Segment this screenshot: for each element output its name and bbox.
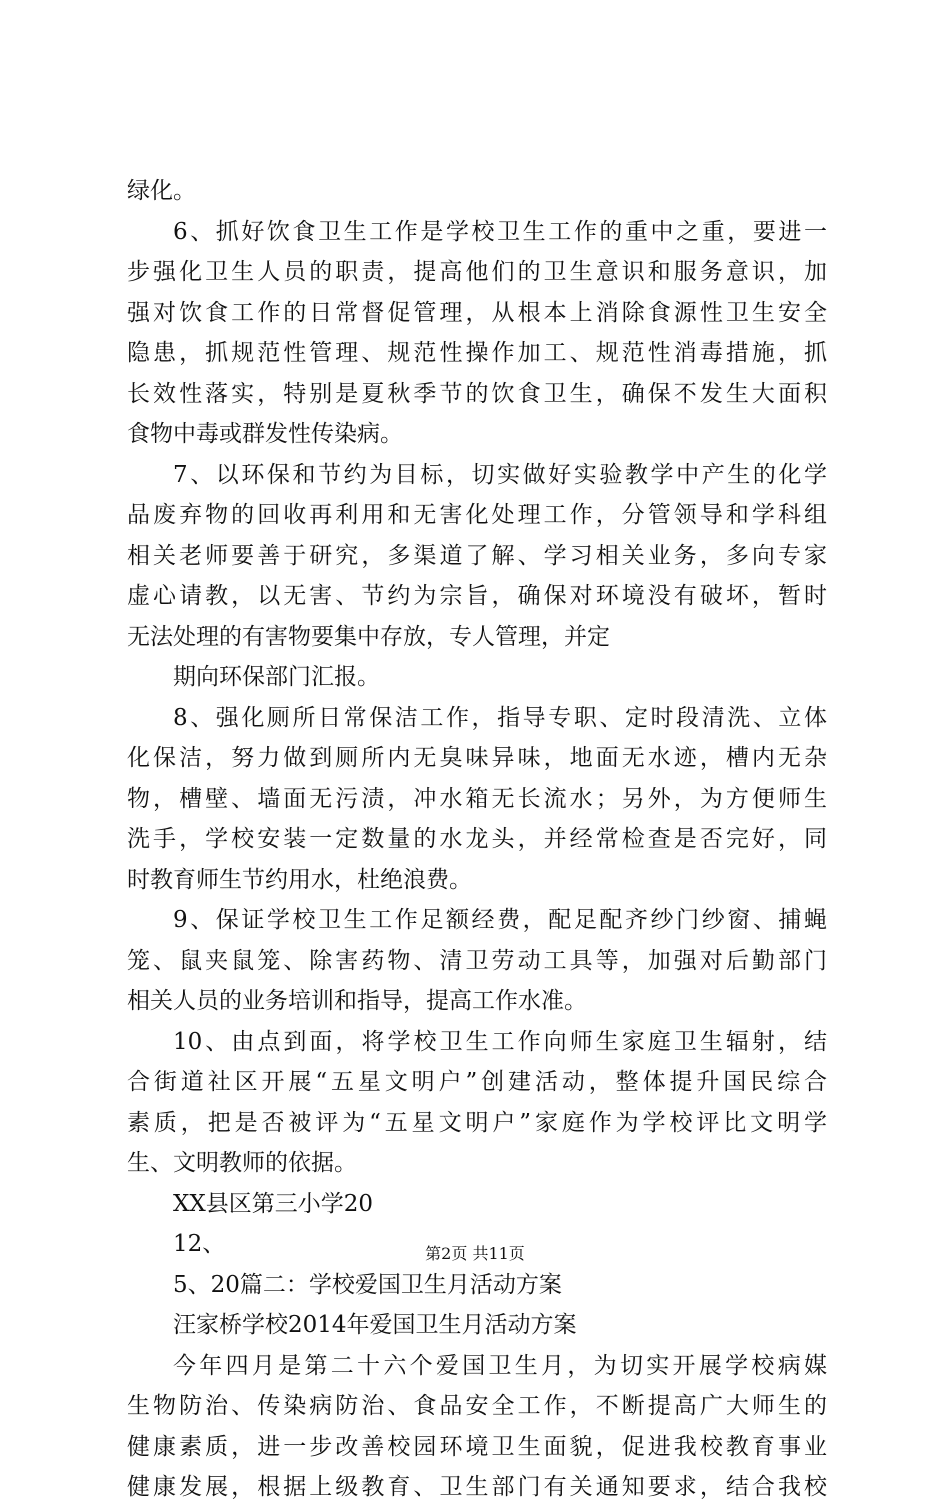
- text-line: 期向环保部门汇报。: [173, 664, 380, 690]
- text-line: 健康发展，根据上级教育、卫生部门有关通知要求，结合我校: [127, 1474, 827, 1500]
- text-line: 笼、鼠夹鼠笼、除害药物、清卫劳动工具等，加强对后勤部门: [127, 947, 827, 974]
- text-line: 虚心请教，以无害、节约为宗旨，确保对环境没有破坏，暂时: [127, 583, 827, 609]
- text-line: 5、20篇二：学校爱国卫生月活动方案: [173, 1271, 562, 1298]
- text-line: 隐患，抓规范性管理、规范性操作加工、规范性消毒措施，抓: [127, 340, 827, 366]
- text-line: 合街道社区开展“五星文明户”创建活动，整体提升国民综合: [127, 1069, 827, 1095]
- text-line: 健康素质，进一步改善校园环境卫生面貌，促进我校教育事业: [127, 1433, 827, 1460]
- text-line: 生、文明教师的依据。: [127, 1150, 357, 1176]
- text-line: 品废弃物的回收再利用和无害化处理工作，分管领导和学科组: [127, 502, 827, 528]
- text-line: 6、抓好饮食卫生工作是学校卫生工作的重中之重，要进一: [173, 218, 827, 245]
- page-footer: 第2页 共11页: [425, 1244, 525, 1263]
- text-line: 化保洁，努力做到厕所内无臭味异味，地面无水迹，槽内无杂: [127, 745, 827, 771]
- text-line: 食物中毒或群发性传染病。: [127, 421, 403, 447]
- text-line: 7、以环保和节约为目标，切实做好实验教学中产生的化学: [173, 461, 827, 488]
- text-line: 步强化卫生人员的职责，提高他们的卫生意识和服务意识，加: [127, 259, 827, 285]
- text-line: 洗手，学校安装一定数量的水龙头，并经常检查是否完好，同: [127, 826, 827, 852]
- document-body: [127, 171, 827, 1508]
- text-line: 12、: [173, 1231, 226, 1257]
- text-line: 生物防治、传染病防治、食品安全工作，不断提高广大师生的: [127, 1393, 827, 1419]
- text-line: 汪家桥学校2014年爱国卫生月活动方案: [173, 1312, 577, 1338]
- text-line: 强对饮食工作的日常督促管理，从根本上消除食源性卫生安全: [127, 299, 827, 326]
- text-line: 8、强化厕所日常保洁工作，指导专职、定时段清洗、立体: [173, 704, 827, 731]
- text-line: 相关人员的业务培训和指导，提高工作水准。: [127, 988, 587, 1014]
- text-line: 绿化。: [127, 178, 196, 204]
- text-line: 10、由点到面，将学校卫生工作向师生家庭卫生辐射，结: [173, 1028, 827, 1055]
- text-line: 9、保证学校卫生工作足额经费，配足配齐纱门纱窗、捕蝇: [173, 907, 827, 933]
- text-line: 相关老师要善于研究，多渠道了解、学习相关业务，多向专家: [127, 542, 827, 569]
- text-line: 今年四月是第二十六个爱国卫生月，为切实开展学校病媒: [173, 1352, 827, 1379]
- text-line: 时教育师生节约用水，杜绝浪费。: [127, 866, 472, 893]
- text-line: XX县区第三小学20: [173, 1190, 374, 1217]
- text-line: 素质，把是否被评为“五星文明户”家庭作为学校评比文明学: [127, 1109, 827, 1136]
- text-line: 无法处理的有害物要集中存放，专人管理，并定: [127, 623, 610, 650]
- text-line: 物，槽壁、墙面无污渍，冲水箱无长流水；另外，为方便师生: [127, 785, 827, 812]
- text-line: 长效性落实，特别是夏秋季节的饮食卫生，确保不发生大面积: [127, 380, 827, 407]
